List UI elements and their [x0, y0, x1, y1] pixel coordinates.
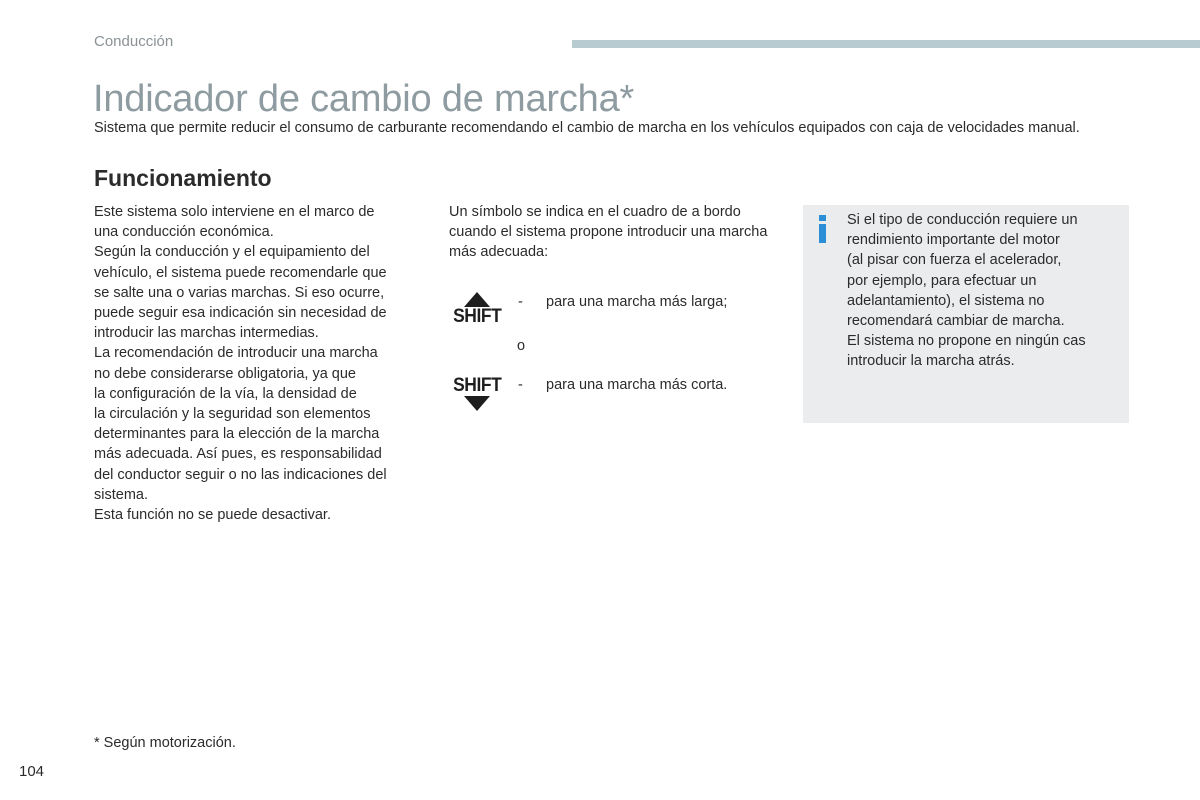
- text-line: la configuración de la vía, la densidad de: [94, 385, 357, 402]
- text-line: sistema.: [94, 486, 148, 503]
- text-line: una conducción económica.: [94, 224, 274, 241]
- option-up-text: para una marcha más larga;: [546, 294, 728, 310]
- arrow-up-triangle: [464, 292, 490, 307]
- section-label: Conducción: [94, 33, 174, 50]
- info-box: [803, 205, 1129, 423]
- text-line: La recomendación de introducir una marcha: [94, 345, 378, 362]
- shift-up-arrow-icon: [450, 286, 504, 332]
- arrow-down-triangle: [464, 396, 490, 411]
- section-subheading: Funcionamiento: [94, 165, 272, 191]
- text-line: por ejemplo, para efectuar un: [847, 272, 1037, 289]
- shift-down-arrow-icon: [450, 370, 504, 416]
- option-down-dash: -: [518, 377, 523, 393]
- shift-label: SHIFT: [452, 374, 502, 396]
- text-line: Según la conducción y el equipamiento del: [94, 244, 370, 261]
- text-line: la circulación y la seguridad son elementos: [94, 406, 371, 423]
- column-1-text: [94, 202, 414, 525]
- text-line: adelantamiento), el sistema no: [847, 292, 1045, 309]
- info-icon: [817, 215, 827, 241]
- shift-label: SHIFT: [452, 305, 502, 327]
- option-down-text: para una marcha más corta.: [546, 377, 728, 393]
- text-line: Este sistema solo interviene en el marco de: [94, 204, 375, 220]
- text-line: se salte una o varias marchas. Si eso ocurre,: [94, 284, 385, 301]
- page-number: 104: [19, 763, 45, 780]
- page-title: Indicador de cambio de marcha*: [93, 78, 635, 120]
- text-line: Si el tipo de conducción requiere un: [847, 212, 1078, 228]
- text-line: rendimiento importante del motor: [847, 232, 1060, 249]
- text-line: no debe considerarse obligatoria, ya que: [94, 365, 356, 382]
- text-line: puede seguir esa indicación sin necesidad de: [94, 305, 387, 322]
- text-line: introducir la marcha atrás.: [847, 353, 1015, 370]
- text-line: vehículo, el sistema puede recomendarle que: [94, 264, 387, 281]
- text-line: más adecuada. Así pues, es responsabilidad: [94, 446, 382, 463]
- text-line: (al pisar con fuerza el acelerador,: [847, 252, 1062, 269]
- text-line: determinantes para la elección de la marcha: [94, 426, 380, 443]
- info-text: [847, 210, 1117, 372]
- header-accent-bar: [572, 40, 1200, 48]
- text-line: recomendará cambiar de marcha.: [847, 313, 1065, 330]
- column-2-intro: Un símbolo se indica en el cuadro de a bordo cuando el sistema propone introducir una marcha más adecuada:: [449, 204, 768, 261]
- footnote: * Según motorización.: [94, 735, 236, 751]
- text-line: introducir las marchas intermedias.: [94, 325, 319, 342]
- intro-text: Sistema que permite reducir el consumo de carburante recomendando el cambio de marcha en los vehículos equipados con caja de velocidades manual.: [94, 120, 1080, 136]
- or-text: o: [517, 338, 526, 354]
- option-up-dash: -: [518, 294, 523, 310]
- text-line: Esta función no se puede desactivar.: [94, 507, 331, 524]
- text-line: del conductor seguir o no las indicaciones del: [94, 466, 387, 483]
- text-line: El sistema no propone en ningún cas: [847, 333, 1086, 350]
